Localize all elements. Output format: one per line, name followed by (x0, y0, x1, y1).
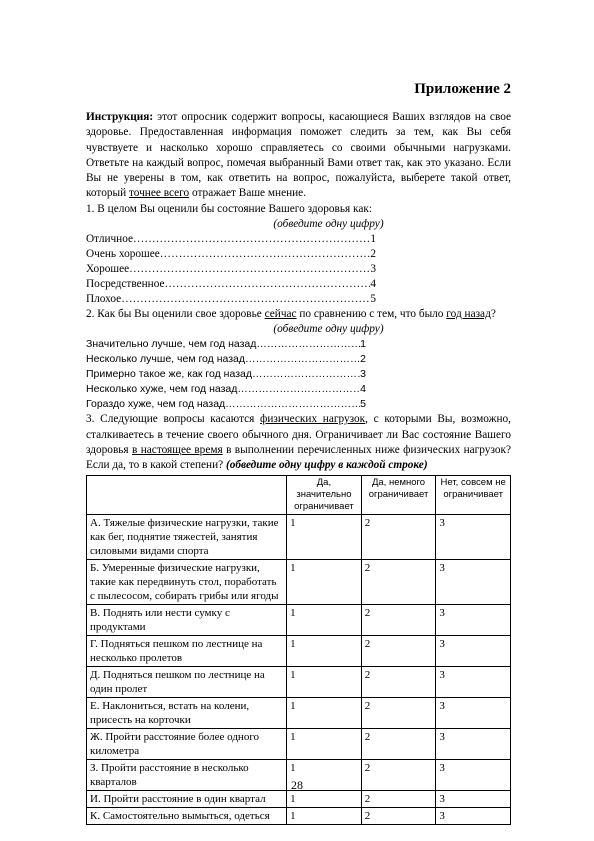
dot-leader (160, 247, 371, 262)
activity-cell: Д. Подняться пешком по лестнице на один пролет (87, 666, 287, 697)
answer-number-cell[interactable]: 1 (287, 666, 362, 697)
answer-option-number: 4 (360, 383, 366, 396)
answer-number-cell[interactable]: 3 (436, 807, 511, 824)
answer-number-cell[interactable]: 2 (361, 759, 436, 790)
table-row (87, 514, 511, 559)
answer-option[interactable] (86, 337, 366, 352)
table-header-cell: Да, значительно ограничивает (287, 475, 362, 514)
answer-number-cell[interactable]: 2 (361, 697, 436, 728)
answer-option-number: 5 (360, 398, 366, 411)
answer-number-cell[interactable]: 2 (361, 559, 436, 604)
page-number: 28 (291, 778, 303, 792)
activity-cell: Г. Подняться пешком по лестнице на несколько пролетов (87, 635, 287, 666)
answer-option[interactable] (86, 232, 376, 247)
dot-leader (256, 337, 360, 352)
table-row (87, 697, 511, 728)
table-header-row (87, 475, 511, 514)
table-header-cell: Нет, совсем не ограничивает (436, 475, 511, 514)
answer-number-cell[interactable]: 3 (436, 790, 511, 807)
table-row (87, 559, 511, 604)
table-row (87, 728, 511, 759)
answer-option[interactable] (86, 367, 366, 382)
answer-option-number: 1 (370, 233, 376, 246)
answer-option-label: Плохое (86, 293, 122, 306)
dot-leader (245, 352, 360, 367)
answer-option-number: 5 (370, 293, 376, 306)
dot-leader (133, 232, 370, 247)
dot-leader (237, 382, 360, 397)
dot-leader (129, 262, 370, 277)
question-2: 2. Как бы Вы оценили свое здоровье сейчас по сравнению с тем, что было год назад? (86, 308, 496, 321)
activity-cell: З. Пройти расстояние в несколько кварталов (87, 759, 287, 790)
dot-leader (225, 397, 360, 412)
dot-leader (252, 367, 360, 382)
activity-cell: К. Самостоятельно вымыться, одеться (87, 807, 287, 824)
answer-number-cell[interactable]: 3 (436, 759, 511, 790)
activity-cell: Е. Наклониться, встать на колени, присесть на корточки (87, 697, 287, 728)
answer-option-number: 2 (360, 353, 366, 366)
answer-number-cell[interactable]: 2 (361, 728, 436, 759)
answer-number-cell[interactable]: 1 (287, 514, 362, 559)
answer-number-cell[interactable]: 1 (287, 559, 362, 604)
answer-option[interactable] (86, 352, 366, 367)
physical-activity-table (86, 475, 511, 825)
document-page (86, 80, 511, 825)
activity-cell: А. Тяжелые физические нагрузки, такие как бег, поднятие тяжестей, занятия силовыми видами спорта (87, 514, 287, 559)
appendix-title: Приложение 2 (414, 81, 511, 97)
answer-number-cell[interactable]: 3 (436, 666, 511, 697)
answer-option[interactable] (86, 397, 366, 412)
answer-option-label: Несколько хуже, чем год назад (86, 383, 238, 396)
answer-option-number: 3 (360, 368, 366, 381)
table-row (87, 807, 511, 824)
table-header-cell (87, 475, 287, 514)
answer-number-cell[interactable]: 2 (361, 514, 436, 559)
dot-leader (165, 277, 371, 292)
answer-option-label: Отличное (86, 233, 134, 246)
table-header-cell: Да, немного ограничивает (361, 475, 436, 514)
table-row (87, 635, 511, 666)
answer-number-cell[interactable]: 1 (287, 604, 362, 635)
instruction-label: Инструкция: (86, 111, 154, 123)
answer-number-cell[interactable]: 2 (361, 635, 436, 666)
answer-option[interactable] (86, 382, 366, 397)
answer-option-label: Несколько лучше, чем год назад (86, 353, 246, 366)
answer-number-cell[interactable]: 1 (287, 790, 362, 807)
activity-cell: Б. Умеренные физические нагрузки, такие как передвинуть стол, поработать с пылесосом, собирать грибы или ягоды (87, 559, 287, 604)
answer-option-label: Гораздо хуже, чем год назад (86, 398, 226, 411)
answer-number-cell[interactable]: 1 (287, 807, 362, 824)
answer-option-label: Очень хорошее (86, 248, 160, 261)
answer-number-cell[interactable]: 3 (436, 728, 511, 759)
answer-option[interactable] (86, 247, 376, 262)
answer-option-label: Значительно лучше, чем год назад (86, 338, 257, 351)
question-1: 1. В целом Вы оценили бы состояние Вашего здоровья как: (86, 202, 372, 215)
table-row (87, 604, 511, 635)
question-2-note: (обведите одну цифру) (273, 323, 384, 336)
answer-number-cell[interactable]: 2 (361, 807, 436, 824)
question-3: 3. Следующие вопросы касаются физических нагрузок, с которыми Вы, возможно, сталкиваетесь в течение своего обычного дня. Ограничивает ли Вас состояние Вашего здоровья в настоящее время в выполнении перечисленных ниже физических нагрузок? Если да, то в какой степени? (обведите одну цифру в каждой строке) (86, 413, 512, 472)
answer-number-cell[interactable]: 3 (436, 635, 511, 666)
question-1-options (86, 232, 511, 307)
answer-option-number: 3 (370, 263, 376, 276)
answer-option-label: Хорошее (86, 263, 130, 276)
answer-option-number: 1 (360, 338, 366, 351)
answer-option-label: Посредственное (86, 278, 165, 291)
activity-cell: В. Поднять или нести сумку с продуктами (87, 604, 287, 635)
answer-number-cell[interactable]: 3 (436, 514, 511, 559)
answer-option[interactable] (86, 292, 376, 307)
question-1-note: (обведите одну цифру) (273, 218, 384, 231)
table-row (87, 666, 511, 697)
answer-number-cell[interactable]: 1 (287, 759, 362, 790)
answer-option-number: 2 (370, 248, 376, 261)
activity-cell: Ж. Пройти расстояние более одного километра (87, 728, 287, 759)
dot-leader (121, 292, 370, 307)
question-3-note: (обведите одну цифру в каждой строке) (225, 459, 428, 472)
answer-number-cell[interactable]: 2 (361, 604, 436, 635)
question-2-options (86, 337, 511, 412)
answer-option[interactable] (86, 277, 376, 292)
answer-number-cell[interactable]: 2 (361, 790, 436, 807)
answer-option-number: 4 (370, 278, 376, 291)
answer-number-cell[interactable]: 3 (436, 604, 511, 635)
answer-number-cell[interactable]: 1 (287, 697, 362, 728)
answer-number-cell[interactable]: 1 (287, 635, 362, 666)
answer-option-label: Примерно такое же, как год назад (86, 368, 252, 381)
answer-option[interactable] (86, 262, 376, 277)
activity-cell: И. Пройти расстояние в один квартал (87, 790, 287, 807)
answer-number-cell[interactable]: 3 (436, 697, 511, 728)
answer-number-cell[interactable]: 1 (287, 728, 362, 759)
answer-number-cell[interactable]: 2 (361, 666, 436, 697)
answer-number-cell[interactable]: 3 (436, 559, 511, 604)
instruction-paragraph: Инструкция: этот опросник содержит вопросы, касающиеся Ваших взглядов на свое здоровье. Предоставленная информация поможет следить за тем, как Вы себя чувствуете и насколько хорошо справляетесь со своими обычными нагрузками. Ответьте на каждый вопрос, помечая выбранный Вами ответ так, как это указано. Если Вы не уверены в том, как ответить на вопрос, пожалуйста, выберете такой ответ, который точнее всего отражает Ваше мнение. (86, 111, 511, 200)
